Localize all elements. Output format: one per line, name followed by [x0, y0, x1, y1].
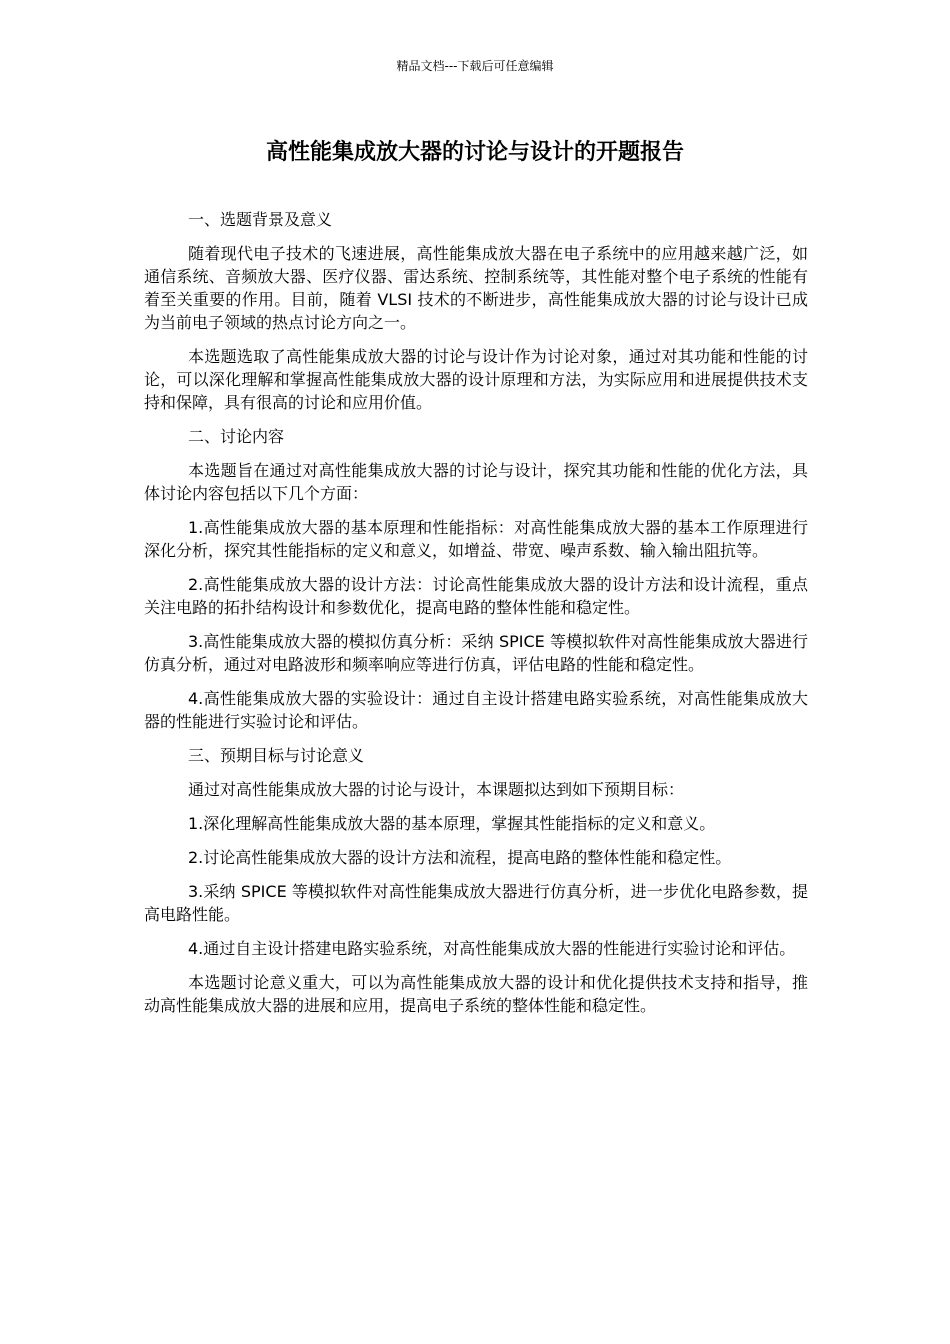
document-header-note: 精品文档---下载后可任意编辑: [396, 59, 554, 73]
section-heading-content: 二、讨论内容: [188, 427, 285, 446]
content-item-1: 1.高性能集成放大器的基本原理和性能指标：对高性能集成放大器的基本工作原理进行深化分析，探究其性能指标的定义和意义，如增益、带宽、噪声系数、输入输出阻抗等。: [144, 518, 808, 560]
goal-item-2: 2.讨论高性能集成放大器的设计方法和流程，提高电路的整体性能和稳定性。: [188, 848, 732, 867]
goal-item-1: 1.深化理解高性能集成放大器的基本原理，掌握其性能指标的定义和意义。: [188, 814, 716, 833]
content-item-3: 3.高性能集成放大器的模拟仿真分析：采纳 SPICE 等模拟软件对高性能集成放大器进行仿真分析，通过对电路波形和频率响应等进行仿真，评估电路的性能和稳定性。: [144, 632, 808, 674]
conclusion-paragraph: 本选题讨论意义重大，可以为高性能集成放大器的设计和优化提供技术支持和指导，推动高性能集成放大器的进展和应用，提高电子系统的整体性能和稳定性。: [144, 973, 808, 1015]
document-body: [144, 208, 808, 1028]
background-paragraph-2: 本选题选取了高性能集成放大器的讨论与设计作为讨论对象，通过对其功能和性能的讨论，可以深化理解和掌握高性能集成放大器的设计原理和方法，为实际应用和进展提供技术支持和保障，具有很高的讨论和应用价值。: [144, 347, 808, 412]
section-heading-background: 一、选题背景及意义: [188, 210, 333, 229]
goal-item-4: 4.通过自主设计搭建电路实验系统，对高性能集成放大器的性能进行实验讨论和评估。: [188, 939, 796, 958]
goals-intro-paragraph: 通过对高性能集成放大器的讨论与设计，本课题拟达到如下预期目标：: [188, 780, 685, 799]
content-item-4: 4.高性能集成放大器的实验设计：通过自主设计搭建电路实验系统，对高性能集成放大器的性能进行实验讨论和评估。: [144, 689, 808, 731]
content-item-2: 2.高性能集成放大器的设计方法：讨论高性能集成放大器的设计方法和设计流程，重点关注电路的拓扑结构设计和参数优化，提高电路的整体性能和稳定性。: [144, 575, 808, 617]
section-heading-goals: 三、预期目标与讨论意义: [188, 746, 365, 765]
background-paragraph-1: 随着现代电子技术的飞速进展，高性能集成放大器在电子系统中的应用越来越广泛，如通信系统、音频放大器、医疗仪器、雷达系统、控制系统等，其性能对整个电子系统的性能有着至关重要的作用。目前，随着 VLSI 技术的不断进步，高性能集成放大器的讨论与设计已成为当前电子领域的热点讨论方向之一。: [144, 244, 808, 332]
document-title: 高性能集成放大器的讨论与设计的开题报告: [265, 140, 684, 165]
goal-item-3: 3.采纳 SPICE 等模拟软件对高性能集成放大器进行仿真分析，进一步优化电路参数，提高电路性能。: [144, 882, 808, 924]
content-intro-paragraph: 本选题旨在通过对高性能集成放大器的讨论与设计，探究其功能和性能的优化方法，具体讨论内容包括以下几个方面：: [144, 461, 808, 503]
